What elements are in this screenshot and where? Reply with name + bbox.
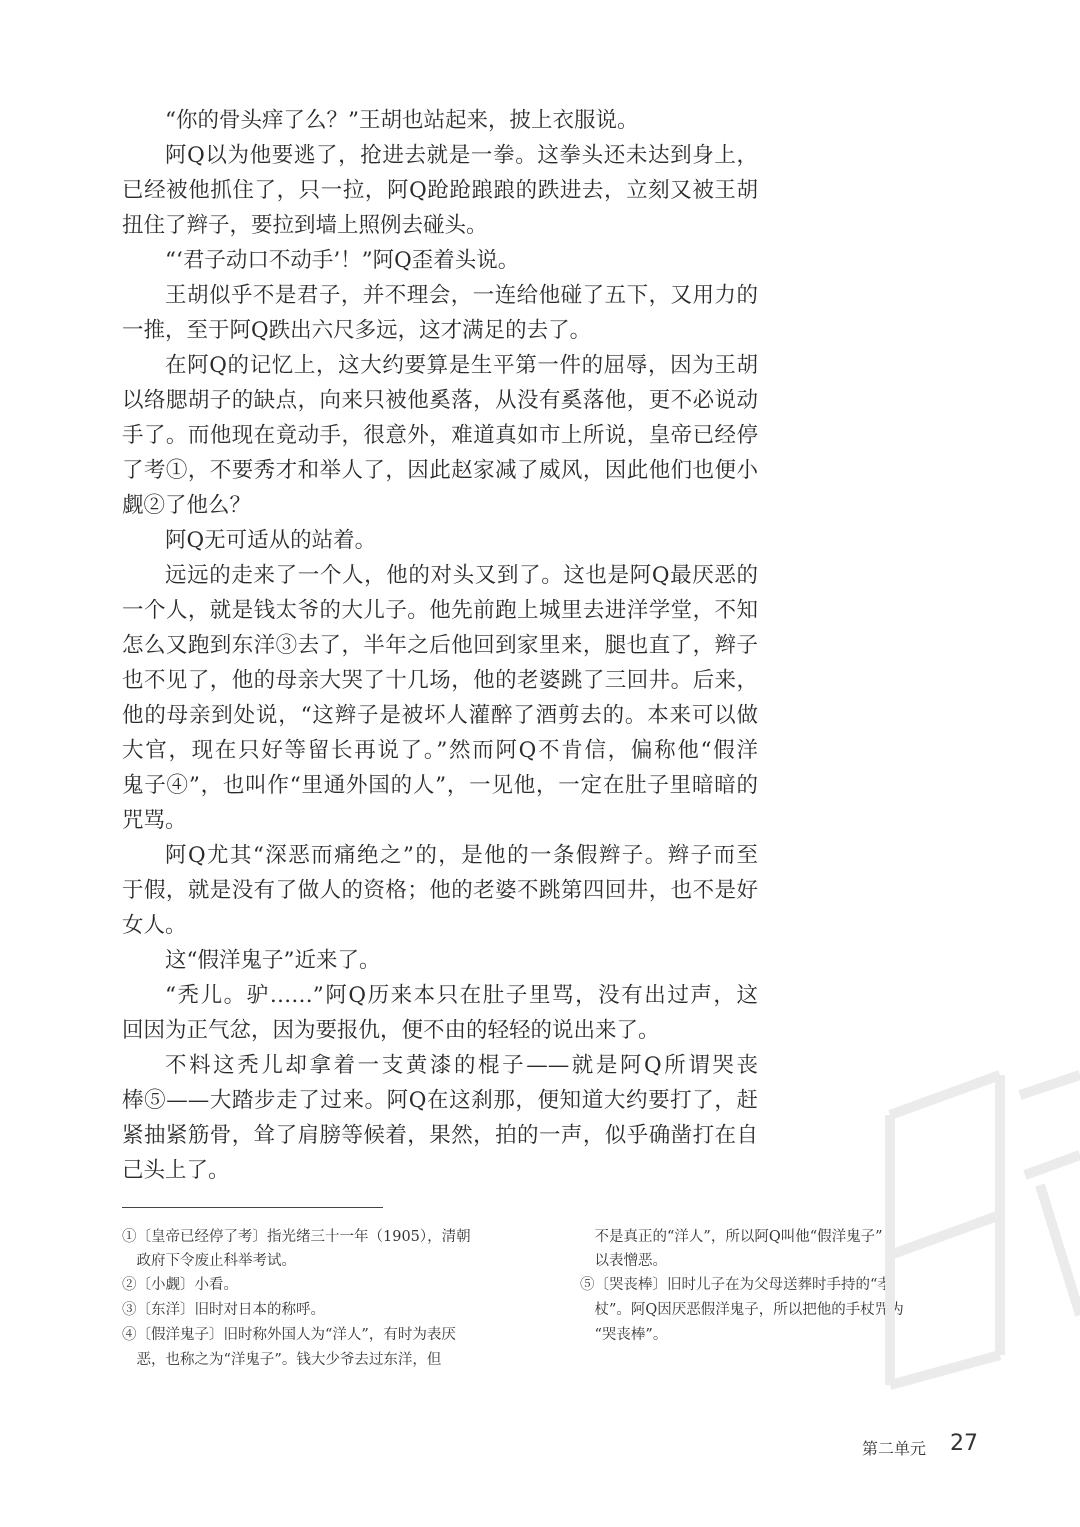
text-line: 在阿Q的记忆上，这大约要算是生平第一件的屈辱，因为王胡 — [165, 353, 758, 378]
text-line: 一推，至于阿Q跌出六尺多远，这才满足的去了。 — [122, 318, 592, 343]
text-line: 咒骂。 — [122, 808, 187, 833]
text-line: 大官，现在只好等留长再说了。”然而阿Q不肯信，偏称他“假洋 — [122, 738, 758, 763]
footnote-line: ⑤〔哭丧棒〕旧时儿子在为父母送葬时手持的“孝 — [580, 1277, 892, 1293]
text-line: 回因为正气忿，因为要报仇，便不由的轻轻的说出来了。 — [122, 1018, 660, 1043]
text-line: “秃儿。驴……”阿Q历来本只在肚子里骂，没有出过声，这 — [165, 983, 758, 1008]
text-line: 已经被他抓住了，只一拉，阿Q跄跄踉踉的跌进去，立刻又被王胡 — [122, 178, 758, 203]
text-line: 手了。而他现在竟动手，很意外，难道真如市上所说，皇帝已经停 — [122, 423, 758, 448]
text-line: 怎么又跑到东洋③去了，半年之后他回到家里来，腿也直了，辫子 — [122, 633, 758, 658]
footnote-line: ②〔小觑〕小看。 — [122, 1277, 238, 1293]
footnote-line: 恶，也称之为“洋鬼子”。钱大少爷去过东洋，但 — [122, 1352, 442, 1368]
text-line: 阿Q无可适从的站着。 — [165, 528, 377, 553]
text-line: 阿Q尤其“深恶而痛绝之”的，是他的一条假辫子。辫子而至 — [165, 843, 758, 868]
text-line: “‘君子动口不动手’！”阿Q歪着头说。 — [165, 248, 520, 273]
page-number: 27 — [950, 1431, 978, 1456]
text-line: 棒⑤——大踏步走了过来。阿Q在这刹那，便知道大约要打了，赶 — [122, 1088, 758, 1113]
text-line: 以络腮胡子的缺点，向来只被他奚落，从没有奚落他，更不必说动 — [122, 388, 758, 413]
footnote-line: 政府下令废止科举考试。 — [122, 1253, 296, 1269]
footnote-line: ①〔皇帝已经停了考〕指光绪三十一年（1905），清朝 — [122, 1229, 471, 1245]
text-line: “你的骨头痒了么？”王胡也站起来，披上衣服说。 — [165, 108, 639, 133]
text-line: 王胡似乎不是君子，并不理会，一连给他碰了五下，又用力的 — [165, 283, 758, 308]
footnote-divider — [122, 1207, 383, 1208]
unit-label: 第二单元 — [862, 1439, 927, 1458]
footnote-line: 不是真正的“洋人”，所以阿Q叫他“假洋鬼子” — [580, 1229, 883, 1245]
text-line: 他的母亲到处说，“这辫子是被坏人灌醉了酒剪去的。本来可以做 — [122, 703, 758, 728]
text-line: 己头上了。 — [122, 1158, 230, 1183]
text-line: 了考①，不要秀才和举人了，因此赵家减了威风，因此他们也便小 — [122, 458, 758, 483]
text-line: 鬼子④”，也叫作“里通外国的人”，一见他，一定在肚子里暗暗的 — [122, 773, 758, 798]
text-line: 不料这秃儿却拿着一支黄漆的棍子——就是阿Q所谓哭丧 — [165, 1053, 758, 1078]
text-line: 扭住了辫子，要拉到墙上照例去碰头。 — [122, 213, 488, 238]
footnote-line: ③〔东洋〕旧时对日本的称呼。 — [122, 1302, 325, 1318]
text-line: 这“假洋鬼子”近来了。 — [165, 948, 381, 973]
text-line: 觑②了他么？ — [122, 493, 252, 518]
footnote-line: ④〔假洋鬼子〕旧时称外国人为“洋人”，有时为表厌 — [122, 1327, 456, 1343]
footnote-line: 以表憎恶。 — [580, 1253, 667, 1269]
footnote-line: 杖”。阿Q因厌恶假洋鬼子，所以把他的手杖咒为 — [580, 1302, 904, 1318]
text-line: 女人。 — [122, 913, 187, 938]
text-line: 也不见了，他的母亲大哭了十几场，他的老婆跳了三回井。后来， — [122, 668, 758, 693]
text-line: 紧抽紧筋骨，耸了肩膀等候着，果然，拍的一声，似乎确凿打在自 — [122, 1123, 758, 1148]
text-line: 远远的走来了一个人，他的对头又到了。这也是阿Q最厌恶的 — [165, 563, 758, 588]
text-line: 于假，就是没有了做人的资格；他的老婆不跳第四回井，也不是好 — [122, 878, 758, 903]
text-line: 一个人，就是钱太爷的大儿子。他先前跑上城里去进洋学堂，不知 — [122, 598, 758, 623]
footnote-line: “哭丧棒”。 — [580, 1327, 668, 1343]
text-line: 阿Q以为他要逃了，抢进去就是一拳。这拳头还未达到身上， — [165, 143, 758, 168]
watermark-graphic — [850, 1055, 1080, 1415]
